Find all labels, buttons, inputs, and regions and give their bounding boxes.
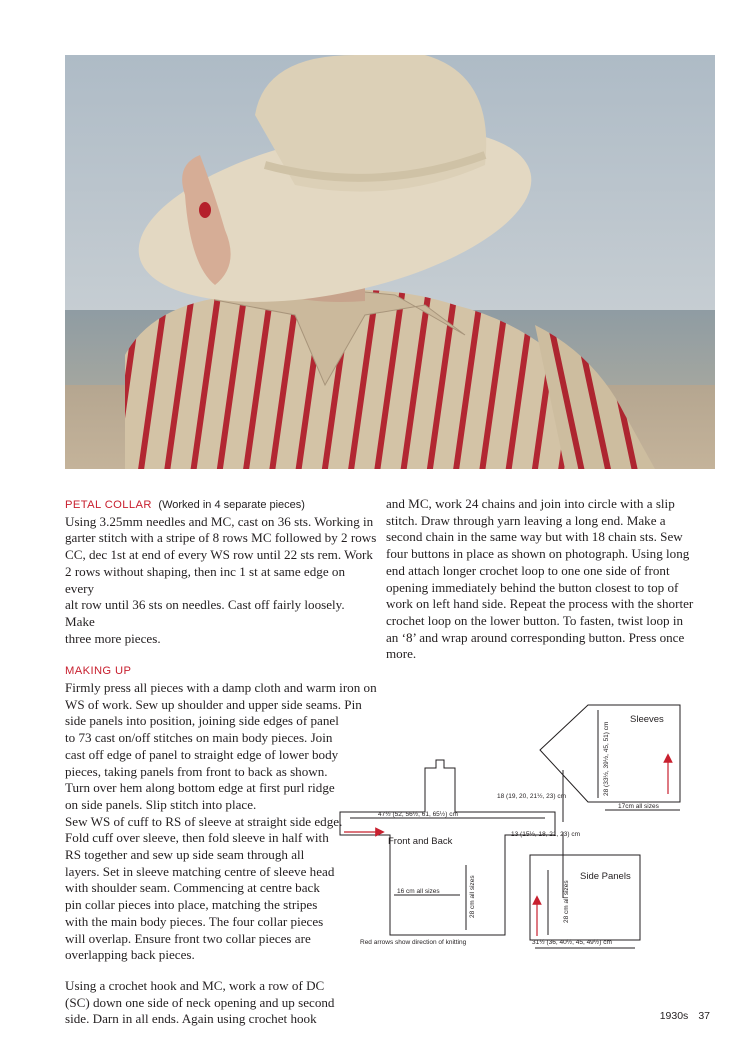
text-line: on side panels. Slip stitch into place. [65,796,257,812]
text-line: Fold cuff over sleeve, then fold sleeve in half with [65,830,329,846]
text-line: work on left hand side. Repeat the process with the shorter [386,596,694,612]
text-line: 2 rows without shaping, then inc 1 st at same edge on every [65,563,346,596]
text-line: second chain in the same way but with 18 chain sts. Sew [386,529,683,545]
right-text-column [386,496,716,663]
side-panels-label: Side Panels [580,871,631,882]
making-up-heading: MAKING UP [65,665,132,678]
text-line: garter stitch with a stripe of 8 rows MC followed by 2 rows [65,530,377,546]
photo-illustration [65,55,715,469]
text-line: (SC) down one side of neck opening and up second [65,994,335,1010]
upper-height-label: 18 (19, 20, 21½, 23) cm [497,793,567,800]
text-line: end attach longer crochet loop to one one side of front [386,562,670,578]
front-back-label: Front and Back [388,836,453,847]
text-line: to 73 cast on/off stitches on main body pieces. Join [65,730,333,746]
body-width-label: 47½ (52, 56½, 61, 65½) cm [378,811,458,818]
text-line: Turn over hem along bottom edge at first purl ridge [65,780,335,796]
side-panels-height-label: 28 cm all sizes [563,880,570,923]
side-panels-width-label: 31½ (36, 40½, 45, 49½) cm [532,939,612,946]
text-line: cast off edge of panel to straight edge of lower body [65,746,339,762]
text-line: with the main body pieces. The four collar pieces [65,913,324,929]
text-line: will overlap. Ensure front two collar pieces are [65,930,311,946]
text-line: CC, dec 1st at end of every WS row until 22 sts rem. Work [65,547,373,563]
text-line: Using a crochet hook and MC, work a row of DC [65,977,325,993]
text-line: side panels into position, joining side edges of panel [65,713,339,729]
page-footer [620,1010,710,1022]
front-back-outline [340,760,555,935]
sleeves-height-label: 28 (33½, 39½, 45, 51) cm [603,721,610,796]
sleeves-width-label: 17cm all sizes [618,803,659,810]
petal-collar-heading-line [65,496,377,514]
text-line: four buttons in place as shown on photograph. Using long [386,546,690,562]
text-line: layers. Set in sleeve matching centre of sleeve head [65,863,335,879]
text-line: pin collar pieces into place, matching the stripes [65,897,318,913]
text-line: overlapping back pieces. [65,947,195,963]
text-line: more. [386,646,417,662]
text-line: side. Darn in all ends. Again using crochet hook [65,1011,317,1027]
text-line: alt row until 36 sts on needles. Cast off fairly loosely. Make [65,597,345,629]
schematic-diagram [330,690,720,955]
text-line: Firmly press all pieces with a damp cloth and warm iron on [65,680,377,696]
text-line: an ‘8’ and wrap around corresponding button. Press once [386,629,685,645]
arrows-note: Red arrows show direction of knitting [360,939,467,946]
text-line: WS of work. Sew up shoulder and upper side seams. Pin [65,696,362,712]
text-line: Using 3.25mm needles and MC, cast on 36 sts. Working in [65,513,374,529]
text-line: stitch. Draw through yarn leaving a long end. Make a [386,512,666,528]
text-line: three more pieces. [65,630,161,646]
sleeves-label: Sleeves [630,714,664,725]
text-line: with shoulder seam. Commencing at centre back [65,880,320,896]
page-number: 37 [698,1010,710,1022]
lower-height-label: 28 cm all sizes [469,875,476,918]
lower-width-label: 16 cm all sizes [397,888,440,895]
hero-photo [65,55,715,469]
text-line: opening immediately behind the button closest to top of [386,579,679,595]
section-label: 1930s [659,1010,689,1022]
mid-height-label: 13 (15½, 18, 21, 23) cm [511,831,581,838]
side-panel-outline [530,855,640,940]
petal-collar-heading: PETAL COLLAR [65,499,152,511]
petal-collar-subheading: (Worked in 4 separate pieces) [158,499,305,511]
text-line: Sew WS of cuff to RS of sleeve at straight side edge. [65,813,343,829]
text-line: RS together and sew up side seam through all [65,847,305,863]
text-line: crochet loop on the lower button. To fasten, twist loop in [386,612,684,628]
text-line: pieces, taking panels from front to back as shown. [65,763,328,779]
text-line: and MC, work 24 chains and join into circle with a slip [386,496,675,511]
